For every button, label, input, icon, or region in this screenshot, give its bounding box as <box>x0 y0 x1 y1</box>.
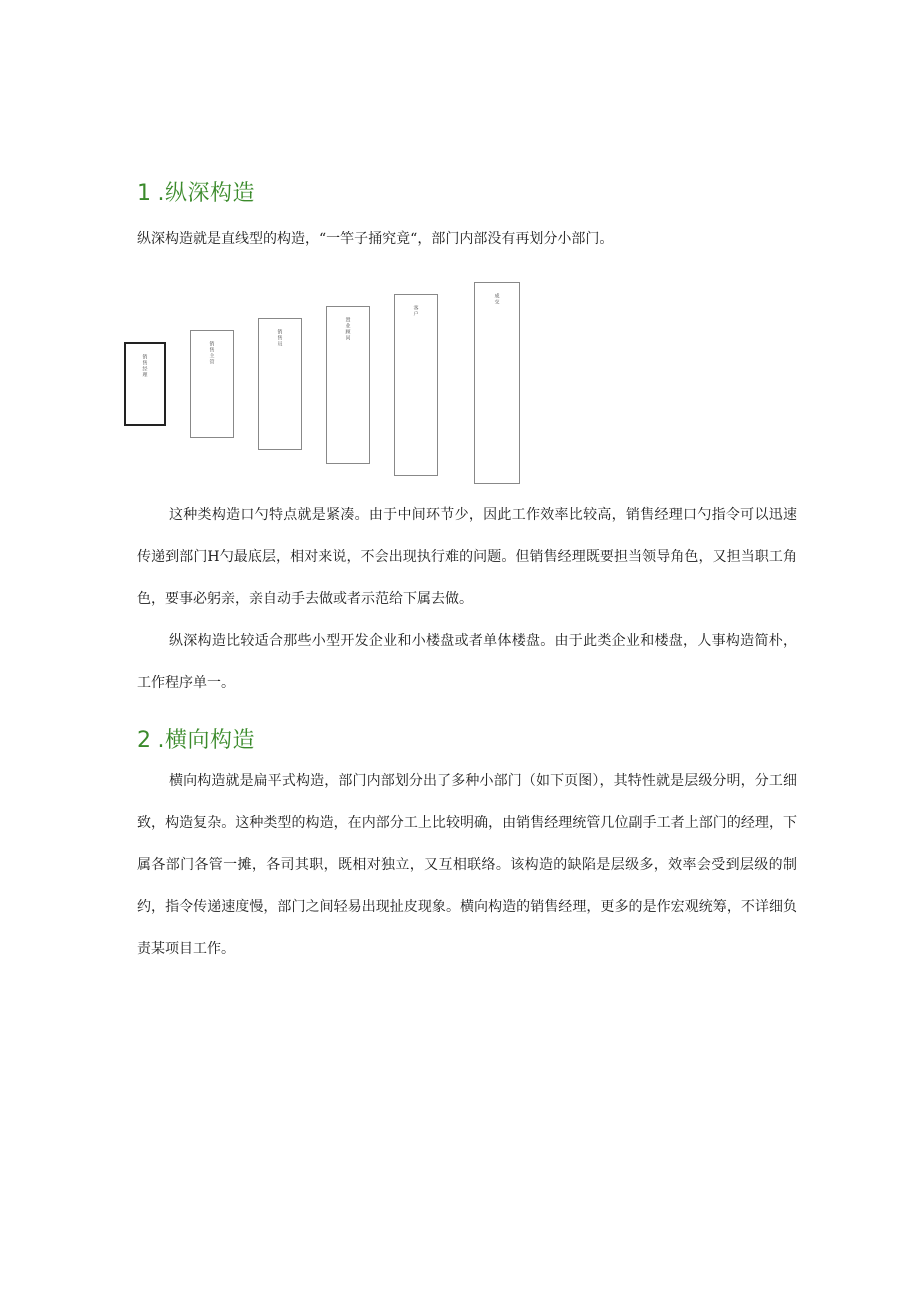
vertical-structure-diagram <box>118 280 528 490</box>
section-2-heading <box>137 723 255 754</box>
diagram-box-5 <box>394 294 438 476</box>
section-1-paragraph-1: 这种类构造口勺特点就是紧凑。由于中间环节少，因此工作效率比较高，销售经理口勺指令可以迅速传递到部门H勺最底层，相对来说，不会出现执行难的问题。但销售经理既要担当领导角色，又担当职工角色，要事必躬亲，亲自动手去做或者示范给下属去做。 <box>137 507 797 607</box>
section-1-title: .纵深构造 <box>157 181 255 206</box>
section-2-title: .横向构造 <box>157 728 255 753</box>
diagram-box-label: 成交 <box>493 293 500 305</box>
diagram-box-6 <box>474 282 520 484</box>
section-1-heading <box>137 176 255 207</box>
section-1-number: 1 <box>137 181 152 206</box>
diagram-box-label: 销售主管 <box>208 341 215 365</box>
diagram-box-2 <box>190 330 234 438</box>
section-2-paragraph-1: 横向构造就是扁平式构造，部门内部划分出了多种小部门（如下页图），其特性就是层级分明，分工细致，构造复杂。这种类型的构造，在内部分工上比较明确，由销售经理统管几位副手工者上部门的经理，下属各部门各管一摊，各司其职，既相对独立，又互相联络。该构造的缺陷是层级多，效率会受到层级的制约，指令传递速度慢，部门之间轻易出现扯皮现象。横向构造的销售经理，更多的是作宏观统筹，不详细负责某项目工作。 <box>137 773 797 957</box>
section-1-intro: 纵深构造就是直线型的构造，“一竿子捅究竟“，部门内部没有再划分小部门。 <box>137 231 614 247</box>
diagram-box-3 <box>258 318 302 450</box>
diagram-box-label: 销售经理 <box>141 354 148 378</box>
diagram-box-1 <box>124 342 166 426</box>
diagram-box-label: 销售员 <box>276 329 283 347</box>
diagram-box-4 <box>326 306 370 464</box>
diagram-box-label: 置业顾问 <box>344 317 351 341</box>
section-2-number: 2 <box>137 728 152 753</box>
section-1-paragraph-2: 纵深构造比较适合那些小型开发企业和小楼盘或者单体楼盘。由于此类企业和楼盘，人事构造简朴，工作程序单一。 <box>137 633 797 691</box>
diagram-box-label: 客户 <box>412 305 419 317</box>
